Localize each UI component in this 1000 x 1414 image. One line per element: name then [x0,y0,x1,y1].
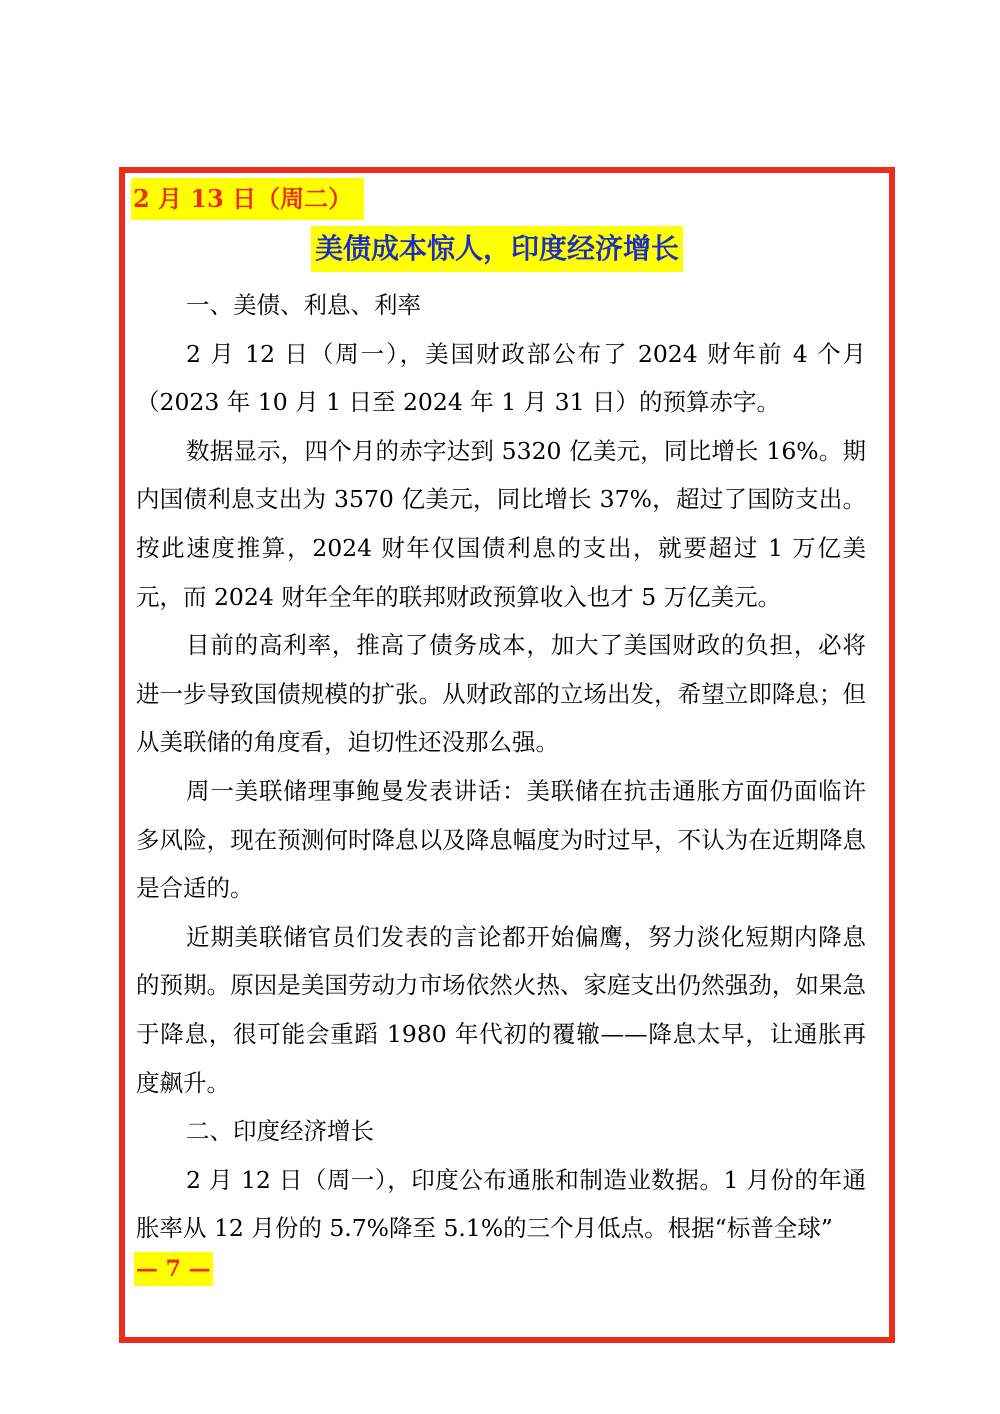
paragraph: 周一美联储理事鲍曼发表讲话：美联储在抗击通胀方面仍面临许多风险，现在预测何时降息以及降息幅度为时过早，不认为在近期降息是合适的。 [136,776,866,903]
article-body [136,281,866,1253]
page-number: — 7 — [134,1252,213,1286]
paragraph: 目前的高利率，推高了债务成本，加大了美国财政的负担，必将进一步导致国债规模的扩张。从财政部的立场出发，希望立即降息；但从美联储的角度看，迫切性还没那么强。 [136,631,866,757]
paragraph: 2 月 12 日（周一），印度公布通胀和制造业数据。1 月份的年通胀率从 12 月份的 5.7%降至 5.1%的三个月低点。根据“标普全球” [136,1165,866,1243]
section-heading-1: 一、美债、利息、利率 [186,291,421,319]
paragraph: 数据显示，四个月的赤字达到 5320 亿美元，同比增长 16%。期内国债利息支出为 3570 亿美元，同比增长 37%，超过了国防支出。按此速度推算，2024 财年仅国债利息的支出，就要超过 1 万亿美元，而 2024 财年全年的联邦财政预算收入也才 5 万亿美元。 [136,436,866,611]
article-title: 美债成本惊人，印度经济增长 [311,226,683,272]
paragraph: 2 月 12 日（周一），美国财政部公布了 2024 财年前 4 个月（2023 年 10 月 1 日至 2024 年 1 月 31 日）的预算赤字。 [136,339,866,417]
section-heading-2: 二、印度经济增长 [186,1117,374,1146]
paragraph: 近期美联储官员们发表的言论都开始偏鹰，努力淡化短期内降息的预期。原因是美国劳动力市场依然火热、家庭支出仍然强劲，如果急于降息，很可能会重蹈 1980 年代初的覆辙——降息太早，让通胀再度飙升。 [136,922,866,1097]
date-label: 2 月 13 日（周二） [131,178,364,220]
